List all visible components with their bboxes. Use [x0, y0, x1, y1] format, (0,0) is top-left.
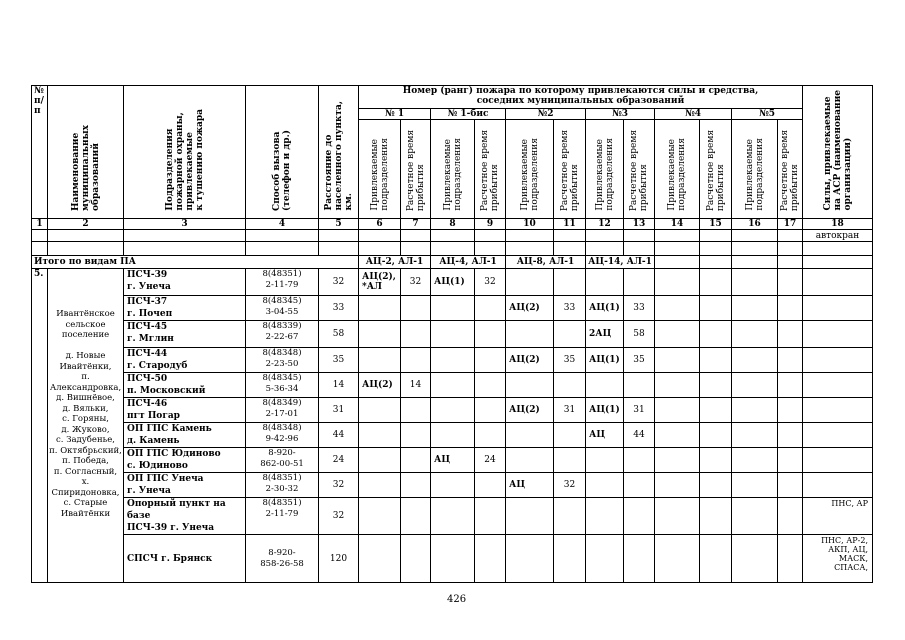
unit-name: ОП ГПС Юдиново с. Юдиново — [124, 448, 246, 473]
header-rank-4: №4 — [655, 109, 732, 120]
arrival-time — [401, 348, 431, 373]
assigned-units — [586, 448, 624, 473]
table-row — [32, 348, 873, 373]
column-number: 2 — [48, 219, 124, 230]
assigned-units — [431, 535, 475, 583]
arrival-time — [554, 373, 586, 398]
assigned-units — [431, 321, 475, 348]
table-row — [32, 535, 873, 583]
assigned-units: АЦ — [586, 423, 624, 448]
arrival-time — [554, 423, 586, 448]
empty-cell — [655, 448, 700, 473]
arrival-time: 32 — [401, 269, 431, 296]
arrival-time — [475, 348, 506, 373]
header-rank-group: Номер (ранг) пожара по которому привлекаются силы и средства, соседних муниципальных образований — [359, 86, 803, 109]
municipality-name: Ивантёнское сельское поселение д. Новые Ивайтёнки, п. Александровка, д. Вишнёвое, д. Вяльки, с. Горяны, д. Жуково, с. Задубенье, п. Октябрьский, п. Победа, п. Согласный, х. Спиридоновка, с. Старые Ивайтёнки — [48, 269, 124, 583]
arrival-time — [624, 498, 655, 535]
empty-cell — [778, 269, 803, 296]
distance-value: 120 — [319, 535, 359, 583]
totals-rank-3: АЦ-14, АЛ-1 — [586, 256, 655, 269]
header-sub-units: Привлекаемые подразделения — [359, 120, 401, 219]
arrival-time — [624, 448, 655, 473]
asr-forces — [803, 348, 873, 373]
table-row — [32, 448, 873, 473]
column-number-row — [32, 219, 873, 230]
arrival-time — [554, 269, 586, 296]
header-sub-units: Привлекаемые подразделения — [506, 120, 554, 219]
distance-value: 32 — [319, 269, 359, 296]
assigned-units: АЦ(2) — [359, 373, 401, 398]
column-number: 4 — [246, 219, 319, 230]
phone-number: 8(48348) 9-42-96 — [246, 423, 319, 448]
distance-value: 35 — [319, 348, 359, 373]
phone-number: 8(48349) 2-17-01 — [246, 398, 319, 423]
phone-number: 8(48348) 2-23-50 — [246, 348, 319, 373]
table-row — [32, 423, 873, 448]
distance-value: 32 — [319, 498, 359, 535]
arrival-time — [475, 398, 506, 423]
spacer-row — [32, 242, 873, 256]
phone-number: 8(48339) 2-22-67 — [246, 321, 319, 348]
table-row — [32, 321, 873, 348]
totals-rank-1bis: АЦ-4, АЛ-1 — [431, 256, 506, 269]
header-sub-time: Расчетное время прибытия — [554, 120, 586, 219]
empty-cell — [655, 321, 700, 348]
assigned-units — [431, 296, 475, 321]
arrival-time: 44 — [624, 423, 655, 448]
header-municipality: Наименование муниципальных образований — [48, 86, 124, 219]
empty-cell — [700, 373, 732, 398]
column-number: 9 — [475, 219, 506, 230]
assigned-units — [586, 373, 624, 398]
section-number: 5. — [32, 269, 48, 583]
column-number: 5 — [319, 219, 359, 230]
phone-number: 8(48345) 3-04-55 — [246, 296, 319, 321]
header-sub-units: Привлекаемые подразделения — [655, 120, 700, 219]
phone-number: 8(48351) 2-30-32 — [246, 473, 319, 498]
assigned-units: АЦ(2) — [506, 348, 554, 373]
header-units: Подразделения пожарной охраны, привлекаемые к тушению пожара — [124, 86, 246, 219]
header-distance: Расстояние до населенного пункта, км. — [319, 86, 359, 219]
arrival-time — [401, 535, 431, 583]
empty-cell — [655, 269, 700, 296]
distance-value: 58 — [319, 321, 359, 348]
assigned-units: АЦ(1) — [586, 296, 624, 321]
column-number: 14 — [655, 219, 700, 230]
assigned-units — [359, 535, 401, 583]
asr-forces — [803, 296, 873, 321]
assigned-units — [431, 373, 475, 398]
column-number: 7 — [401, 219, 431, 230]
arrival-time: 35 — [624, 348, 655, 373]
empty-cell — [732, 423, 778, 448]
arrival-time — [401, 398, 431, 423]
table-row — [32, 498, 873, 535]
empty-cell — [655, 535, 700, 583]
assigned-units — [359, 321, 401, 348]
column-number: 3 — [124, 219, 246, 230]
empty-cell — [732, 321, 778, 348]
arrival-time — [401, 296, 431, 321]
totals-label: Итого по видам ПА — [32, 256, 359, 269]
column-number: 15 — [700, 219, 732, 230]
unit-name: ПСЧ-44 г. Стародуб — [124, 348, 246, 373]
assigned-units: АЦ(1) — [586, 398, 624, 423]
assigned-units: АЦ(2), *АЛ — [359, 269, 401, 296]
arrival-time: 31 — [624, 398, 655, 423]
assigned-units — [506, 423, 554, 448]
arrival-time — [401, 448, 431, 473]
assigned-units — [359, 423, 401, 448]
assigned-units — [359, 498, 401, 535]
header-rank-5: №5 — [732, 109, 803, 120]
empty-cell — [732, 348, 778, 373]
column-number: 18 — [803, 219, 873, 230]
arrival-time: 31 — [554, 398, 586, 423]
arrival-time: 33 — [554, 296, 586, 321]
asr-forces — [803, 423, 873, 448]
header-number: № п/п — [32, 86, 48, 219]
empty-cell — [778, 498, 803, 535]
header-rank-1: № 1 — [359, 109, 431, 120]
column-number: 17 — [778, 219, 803, 230]
empty-cell — [732, 373, 778, 398]
distance-value: 44 — [319, 423, 359, 448]
unit-name: ОП ГПС Унеча г. Унеча — [124, 473, 246, 498]
arrival-time — [475, 373, 506, 398]
header-sub-units: Привлекаемые подразделения — [586, 120, 624, 219]
empty-cell — [655, 348, 700, 373]
table-row — [32, 296, 873, 321]
arrival-time — [554, 448, 586, 473]
assigned-units — [586, 473, 624, 498]
unit-name: ПСЧ-39 г. Унеча — [124, 269, 246, 296]
empty-cell — [655, 398, 700, 423]
asr-forces: ПНС, АР-2, АКП, АЦ, МАСК, СПАСА, — [803, 535, 873, 583]
column-number: 8 — [431, 219, 475, 230]
header-rank-2: №2 — [506, 109, 586, 120]
distance-value: 24 — [319, 448, 359, 473]
header-sub-time: Расчетное время прибытия — [624, 120, 655, 219]
assigned-units — [506, 269, 554, 296]
empty-cell — [700, 535, 732, 583]
column-number: 12 — [586, 219, 624, 230]
header-sub-time: Расчетное время прибытия — [700, 120, 732, 219]
fire-deployment-table — [31, 85, 873, 583]
empty-cell — [778, 321, 803, 348]
distance-value: 31 — [319, 398, 359, 423]
arrival-time: 32 — [554, 473, 586, 498]
column-number: 6 — [359, 219, 401, 230]
arrival-time: 33 — [624, 296, 655, 321]
empty-cell — [700, 321, 732, 348]
table-row — [32, 398, 873, 423]
unit-name: Опорный пункт на базе ПСЧ-39 г. Унеча — [124, 498, 246, 535]
arrival-time: 58 — [624, 321, 655, 348]
arrival-time — [624, 373, 655, 398]
empty-cell — [778, 448, 803, 473]
assigned-units: АЦ(2) — [506, 398, 554, 423]
header-call-method: Способ вызова (телефон и др.) — [246, 86, 319, 219]
unit-name: СПСЧ г. Брянск — [124, 535, 246, 583]
arrival-time: 24 — [475, 448, 506, 473]
table-row — [32, 269, 873, 296]
asr-forces — [803, 473, 873, 498]
empty-cell — [700, 398, 732, 423]
assigned-units — [506, 448, 554, 473]
asr-forces: ПНС, АР — [803, 498, 873, 535]
header-asr-forces: Силы, привлекаемые на АСР (наименование организации) — [803, 86, 873, 219]
assigned-units — [359, 348, 401, 373]
empty-cell — [700, 498, 732, 535]
arrival-time: 14 — [401, 373, 431, 398]
unit-name: ПСЧ-46 пгт Погар — [124, 398, 246, 423]
distance-value: 32 — [319, 473, 359, 498]
phone-number: 8(48351) 2-11-79 — [246, 498, 319, 535]
header-sub-time: Расчетное время прибытия — [401, 120, 431, 219]
column-number: 11 — [554, 219, 586, 230]
assigned-units — [586, 535, 624, 583]
totals-row — [32, 256, 873, 269]
assigned-units — [506, 535, 554, 583]
asr-forces — [803, 321, 873, 348]
empty-cell — [778, 423, 803, 448]
assigned-units — [431, 473, 475, 498]
empty-cell — [700, 269, 732, 296]
empty-cell — [655, 296, 700, 321]
empty-cell — [700, 423, 732, 448]
empty-cell — [778, 296, 803, 321]
arrival-time — [475, 296, 506, 321]
empty-cell — [732, 296, 778, 321]
arrival-time: 32 — [475, 269, 506, 296]
assigned-units — [506, 373, 554, 398]
arrival-time — [475, 473, 506, 498]
column-number: 10 — [506, 219, 554, 230]
arrival-time — [475, 498, 506, 535]
empty-cell — [700, 296, 732, 321]
asr-forces — [803, 398, 873, 423]
unit-name: ОП ГПС Камень д. Камень — [124, 423, 246, 448]
asr-forces — [803, 269, 873, 296]
arrival-time — [475, 535, 506, 583]
header-sub-units: Привлекаемые подразделения — [732, 120, 778, 219]
empty-cell — [732, 473, 778, 498]
unit-name: ПСЧ-37 г. Почеп — [124, 296, 246, 321]
assigned-units — [586, 498, 624, 535]
assigned-units — [359, 473, 401, 498]
assigned-units — [506, 321, 554, 348]
empty-cell — [732, 398, 778, 423]
header-sub-time: Расчетное время прибытия — [778, 120, 803, 219]
column-number: 16 — [732, 219, 778, 230]
totals-rank-2: АЦ-8, АЛ-1 — [506, 256, 586, 269]
totals-rank-1: АЦ-2, АЛ-1 — [359, 256, 431, 269]
empty-cell — [700, 348, 732, 373]
autocrane-cell: автокран — [803, 230, 873, 242]
assigned-units — [431, 498, 475, 535]
assigned-units — [586, 269, 624, 296]
empty-cell — [700, 448, 732, 473]
empty-cell — [778, 535, 803, 583]
empty-cell — [732, 535, 778, 583]
arrival-time — [554, 535, 586, 583]
assigned-units: 2АЦ — [586, 321, 624, 348]
empty-cell — [778, 348, 803, 373]
distance-value: 33 — [319, 296, 359, 321]
assigned-units — [431, 398, 475, 423]
column-number: 13 — [624, 219, 655, 230]
distance-value: 14 — [319, 373, 359, 398]
arrival-time: 35 — [554, 348, 586, 373]
assigned-units — [431, 348, 475, 373]
assigned-units — [359, 448, 401, 473]
table-row — [32, 473, 873, 498]
arrival-time — [401, 498, 431, 535]
arrival-time — [475, 423, 506, 448]
empty-cell — [778, 473, 803, 498]
assigned-units: АЦ(1) — [586, 348, 624, 373]
arrival-time — [401, 423, 431, 448]
unit-name: ПСЧ-50 п. Московский — [124, 373, 246, 398]
empty-cell — [700, 473, 732, 498]
empty-cell — [778, 398, 803, 423]
asr-forces — [803, 373, 873, 398]
arrival-time — [401, 473, 431, 498]
header-sub-time: Расчетное время прибытия — [475, 120, 506, 219]
assigned-units: АЦ(1) — [431, 269, 475, 296]
column-number: 1 — [32, 219, 48, 230]
arrival-time — [554, 321, 586, 348]
empty-cell — [655, 473, 700, 498]
autocrane-row — [32, 230, 873, 242]
phone-number: 8(48351) 2-11-79 — [246, 269, 319, 296]
assigned-units — [359, 398, 401, 423]
empty-cell — [655, 423, 700, 448]
table-row — [32, 373, 873, 398]
assigned-units — [359, 296, 401, 321]
assigned-units — [431, 423, 475, 448]
empty-cell — [655, 373, 700, 398]
assigned-units — [506, 498, 554, 535]
arrival-time — [401, 321, 431, 348]
empty-cell — [732, 448, 778, 473]
assigned-units: АЦ — [506, 473, 554, 498]
header-rank-3: №3 — [586, 109, 655, 120]
empty-cell — [778, 373, 803, 398]
phone-number: 8-920- 862-00-51 — [246, 448, 319, 473]
arrival-time — [475, 321, 506, 348]
arrival-time — [624, 473, 655, 498]
phone-number: 8-920- 858-26-58 — [246, 535, 319, 583]
phone-number: 8(48345) 5-36-34 — [246, 373, 319, 398]
empty-cell — [655, 498, 700, 535]
asr-forces — [803, 448, 873, 473]
assigned-units: АЦ — [431, 448, 475, 473]
assigned-units: АЦ(2) — [506, 296, 554, 321]
empty-cell — [732, 269, 778, 296]
header-sub-units: Привлекаемые подразделения — [431, 120, 475, 219]
page-number: 426 — [447, 594, 467, 605]
arrival-time — [554, 498, 586, 535]
unit-name: ПСЧ-45 г. Мглин — [124, 321, 246, 348]
arrival-time — [624, 269, 655, 296]
empty-cell — [732, 498, 778, 535]
header-rank-1bis: № 1-бис — [431, 109, 506, 120]
arrival-time — [624, 535, 655, 583]
